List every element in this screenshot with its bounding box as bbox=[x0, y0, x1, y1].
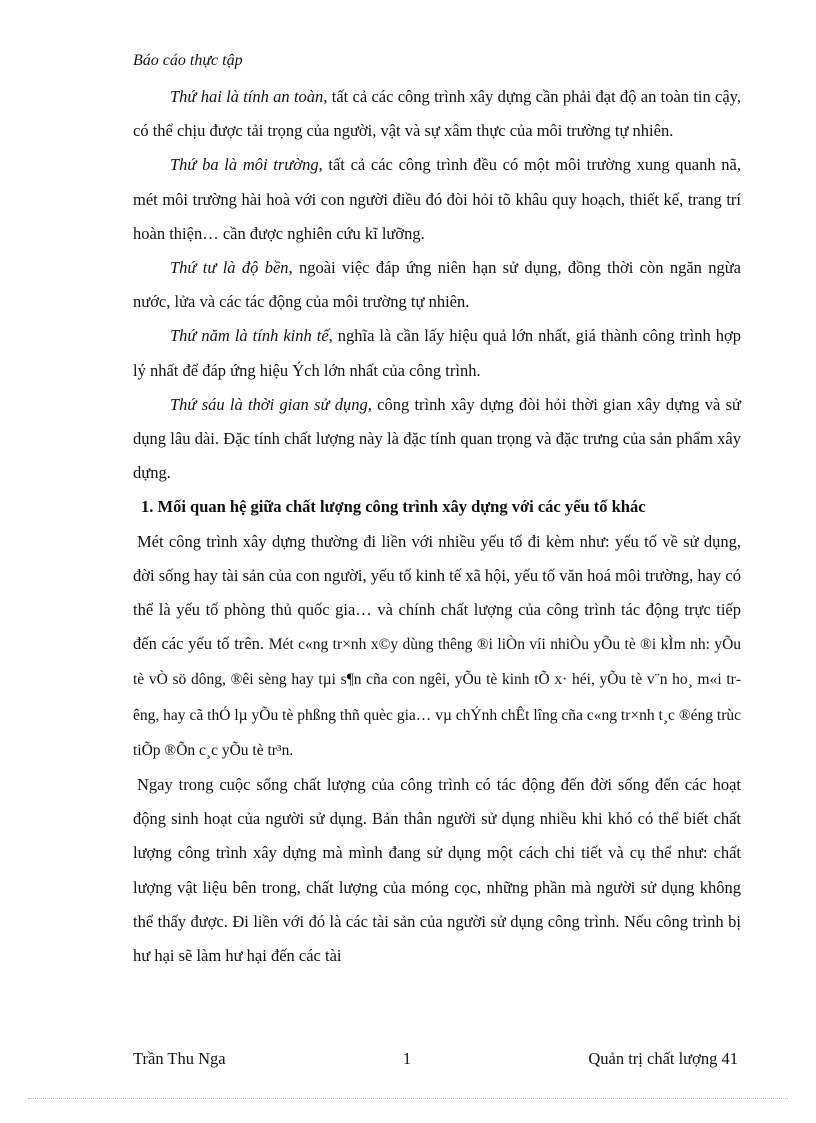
paragraph-garbled-text: Mét c«ng tr×nh x©y dùng thêng ®i liÒn víi nhiÒu yÕu tè ®i kÌm nh: yÕu tè vÒ sö dông, ®êi sèng hay tµi s¶n cña con ngêi, yÕu tè kinh tÕ x· héi, yÕu tè v¨n ho¸ m«i trêng, hay cã thÓ lµ yÕu tè phßng thñ quèc gia… vµ chÝnh chÊt lîng cña c«ng tr×nh t¸c ®éng trùc tiÕp ®Õn c¸c yÕu tè tr³n. bbox=[133, 636, 742, 759]
paragraph-text: Mét công trình xây dựng thường đi liền với nhiều yếu tố đi kèm như: yếu tố về sử dụng, đời sống hay tài sản của con người, yếu tố kinh tế xã hội, yếu tố văn hoá môi trường, hay có thể là yếu tố phòng thủ quốc gia… và chính chất lượng của công trình tác động trực tiếp đến các yếu tố trên. bbox=[133, 531, 741, 654]
paragraph-durability bbox=[133, 251, 741, 319]
paragraph-usage-time bbox=[133, 388, 741, 491]
footer-course: Quản trị chất lượng 41 bbox=[588, 1049, 738, 1068]
paragraph-relations bbox=[133, 525, 741, 768]
paragraph-text: , tất cả các công trình xây dựng cần phải đạt độ an toàn tin cậy, có thể chịu được tải trọng của người, vật và sự xâm thực của môi trường tự nhiên. bbox=[133, 87, 741, 141]
paragraph-safety bbox=[133, 80, 741, 148]
section-heading: 1. Mối quan hệ giữa chất lượng công trình xây dựng với các yếu tố khác bbox=[141, 497, 646, 517]
paragraph-lead: Thứ năm là tính kinh tế bbox=[170, 326, 329, 346]
paragraph-environment bbox=[133, 148, 741, 251]
paragraph-economy bbox=[133, 319, 741, 387]
footer-author: Trần Thu Nga bbox=[133, 1049, 226, 1068]
paragraph-daily-life: Ngay trong cuộc sống chất lượng của công trình có tác động đến đời sống đến các hoạt động sinh hoạt của người sử dụng. Bản thân người sử dụng nhiều khi khó có thể biết chất lượng công trình xây dựng mà mình đang sử dụng một cách chi tiết và cụ thể như: chất lượng vật liệu bên trong, chất lượng của móng cọc, những phần mà người sử dụng không thể thấy được. Đi liền với đó là các tài sản của người sử dụng công trình. Nếu công trình bị hư hại sẽ làm hư hại đến các tài bbox=[133, 775, 741, 966]
paragraph-text: , ngoài việc đáp ứng niên hạn sử dụng, đồng thời còn ngăn ngừa nước, lửa và các tác động của môi trường tự nhiên. bbox=[133, 258, 741, 312]
paragraph-text: , tất cả các công trình đều có một môi trường xung quanh nã, mét môi trường hài hoà với con người điều đó đòi hỏi tõ khâu quy hoạch, thiết kế, trang trí hoàn thiện… cần được nghiên cứu kĩ lưỡng. bbox=[133, 155, 741, 243]
document-footer bbox=[133, 1049, 738, 1069]
paragraph-text: , công trình xây dựng đòi hỏi thời gian xây dựng và sử dụng lâu dài. Đặc tính chất lượng này là đặc tính quan trọng và đặc trưng của sản phẩm xây dựng. bbox=[133, 394, 741, 483]
paragraph-lead: Thứ ba là môi trường bbox=[170, 155, 319, 175]
document-header: Báo cáo thực tập bbox=[133, 52, 243, 69]
document-body bbox=[133, 80, 741, 973]
paragraph-text: , nghĩa là cần lấy hiệu quả lớn nhất, giá thành công trình hợp lý nhất để đáp ứng hiệu Ých lớn nhất của công trình. bbox=[133, 326, 741, 380]
paragraph-lead: Thứ tư là độ bền bbox=[170, 258, 289, 278]
footer-page-number: 1 bbox=[402, 1049, 412, 1068]
paragraph-lead: Thứ sáu là thời gian sử dụng bbox=[170, 394, 368, 414]
paragraph-lead: Thứ hai là tính an toàn bbox=[170, 87, 324, 106]
page-divider bbox=[28, 1098, 788, 1099]
